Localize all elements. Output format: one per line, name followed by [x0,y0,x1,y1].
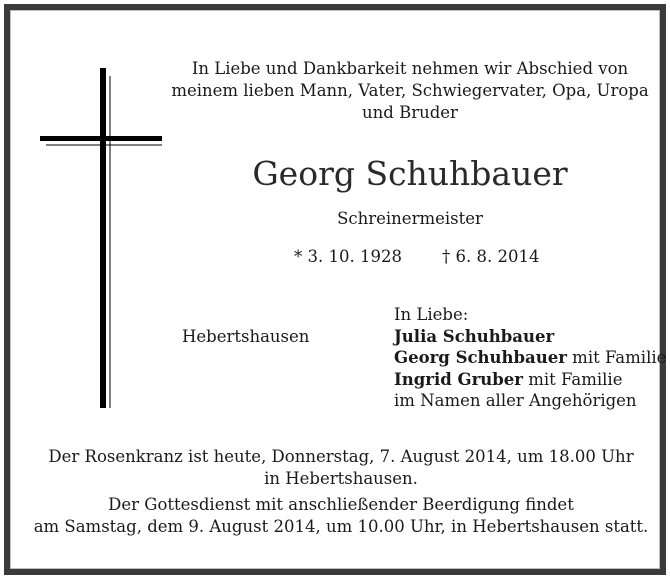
mourners-list [394,304,666,412]
mourners-heading: In Liebe: [394,305,469,324]
mourner-entry [394,369,666,391]
deceased-name: Georg Schuhbauer [252,154,568,193]
place-label: Hebertshausen [182,327,310,346]
mourner-name: Georg Schuhbauer [394,348,567,367]
mourner-suffix: mit Familie [566,348,667,367]
cross-vertical-beam [100,68,106,408]
cross-horizontal-beam [40,136,162,141]
mourners-closing: im Namen aller Angehörigen [394,391,637,410]
intro-text [170,58,650,124]
mourner-entry [394,347,666,369]
obituary-frame [4,4,666,575]
mourner-name: Ingrid Gruber [394,369,524,389]
rosary-line: in Hebertshausen. [264,469,418,488]
intro-line: meinem lieben Mann, Vater, Schwiegervater, Opa, Uropa [171,81,649,100]
intro-line: In Liebe und Dankbarkeit nehmen wir Abschied von [191,59,629,78]
mourner-entry [394,326,666,348]
rosary-notice [10,446,670,490]
rosary-line: Der Rosenkranz ist heute, Donnerstag, 7. August 2014, um 18.00 Uhr [48,447,634,466]
mourner-suffix: mit Familie [523,369,623,389]
mourner-name: Julia Schuhbauer [394,326,555,346]
birth-date: * 3. 10. 1928 [294,247,402,266]
service-line: am Samstag, dem 9. August 2014, um 10.00 Uhr, in Hebertshausen statt. [33,517,649,536]
death-date: † 6. 8. 2014 [442,247,540,266]
funeral-service-notice [10,494,670,538]
cross-icon [40,68,164,410]
intro-line: und Bruder [362,103,458,122]
service-line: Der Gottesdienst mit anschließender Beerdigung findet [108,495,574,514]
occupation: Schreinermeister [337,209,483,228]
